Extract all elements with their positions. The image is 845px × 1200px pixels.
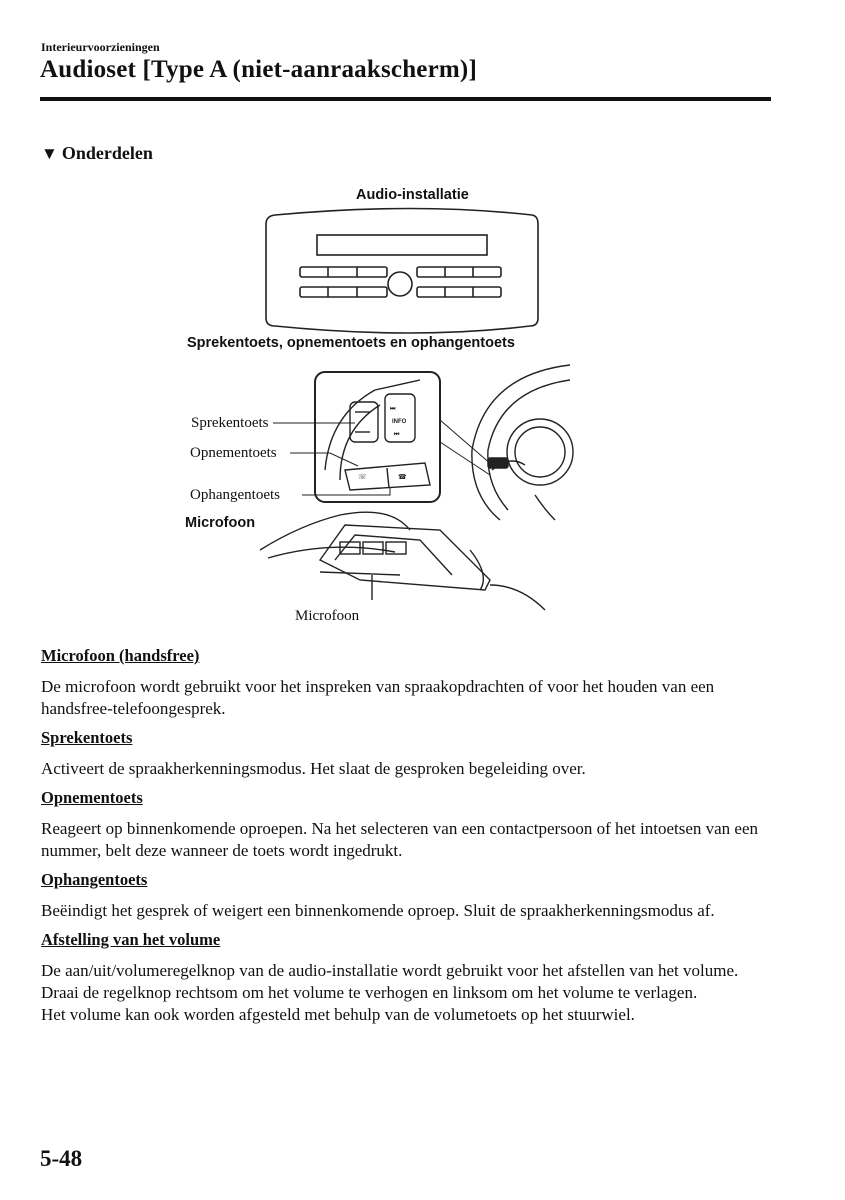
- section-heading: Microfoon (handsfree): [41, 646, 200, 665]
- caption-switches: Sprekentoets, opnementoets en ophangentoets: [187, 335, 515, 351]
- section-paragraph: De aan/uit/volumeregelknop van de audio-installatie wordt gebruikt voor het afstellen van het volume. Draai de regelknop rechtsom om het volume te verhogen en linksom om het volume te verlagen.: [41, 961, 739, 1002]
- section-paragraph: Beëindigt het gesprek of weigert een binnenkomende oproep. Sluit de spraakherkenningsmodus af.: [41, 901, 715, 920]
- section-paragraph: Het volume kan ook worden afgesteld met behulp van de volumetoets op het stuurwiel.: [41, 1005, 635, 1024]
- label-pickup-button: Opnementoets: [190, 445, 277, 461]
- components-diagram: [180, 180, 580, 635]
- section-volume: [41, 930, 771, 1026]
- title-rule: [40, 97, 771, 101]
- phone-hangup-icon: ☎: [398, 473, 407, 481]
- steering-wheel-illustration: [472, 365, 573, 520]
- section-microphone: [41, 646, 771, 720]
- zoom-indicator-lines: [440, 420, 492, 475]
- section-pickup-button: [41, 788, 771, 862]
- label-leader-lines: [273, 423, 390, 495]
- caption-audio-unit: Audio-installatie: [356, 187, 469, 203]
- label-talk-button: Sprekentoets: [191, 415, 269, 431]
- page-title: Audioset [Type A (niet-aanraakscherm)]: [40, 56, 477, 83]
- section-label: Interieurvoorzieningen: [41, 40, 160, 54]
- description-content: [41, 646, 771, 1034]
- steering-switch-illustration: [315, 372, 440, 502]
- section-heading: Opnementoets: [41, 788, 143, 807]
- audio-unit-illustration: [266, 209, 538, 334]
- page-number: 5-48: [40, 1146, 83, 1171]
- overhead-console-illustration: [260, 512, 545, 610]
- label-microphone: Microfoon: [295, 608, 360, 624]
- section-paragraph: Activeert de spraakherkenningsmodus. Het slaat de gesproken begeleiding over.: [41, 759, 586, 778]
- caption-microphone: Microfoon: [185, 515, 256, 531]
- label-hangup-button: Ophangentoets: [190, 487, 280, 503]
- triangle-down-icon: ▼: [41, 144, 58, 163]
- subheading-text: Onderdelen: [61, 143, 153, 163]
- section-heading: Afstelling van het volume: [41, 930, 221, 949]
- icon-next-track: ⏭: [390, 406, 396, 412]
- section-talk-button: [41, 728, 771, 780]
- section-hangup-button: [41, 870, 771, 922]
- icon-prev-track: ⏮: [394, 432, 400, 438]
- subheading: [41, 143, 153, 164]
- phone-pickup-icon: ☏: [358, 473, 367, 481]
- diagram-drawing: [180, 180, 580, 635]
- section-paragraph: De microfoon wordt gebruikt voor het inspreken van spraakopdrachten of voor het houden van een handsfree-telefoongesprek.: [41, 677, 715, 718]
- section-paragraph: Reageert op binnenkomende oproepen. Na het selecteren van een contactpersoon of het intoetsen van een nummer, belt deze wanneer de toets wordt ingedrukt.: [41, 819, 759, 860]
- section-heading: Sprekentoets: [41, 728, 133, 747]
- label-info-button: INFO: [392, 419, 407, 425]
- section-heading: Ophangentoets: [41, 870, 148, 889]
